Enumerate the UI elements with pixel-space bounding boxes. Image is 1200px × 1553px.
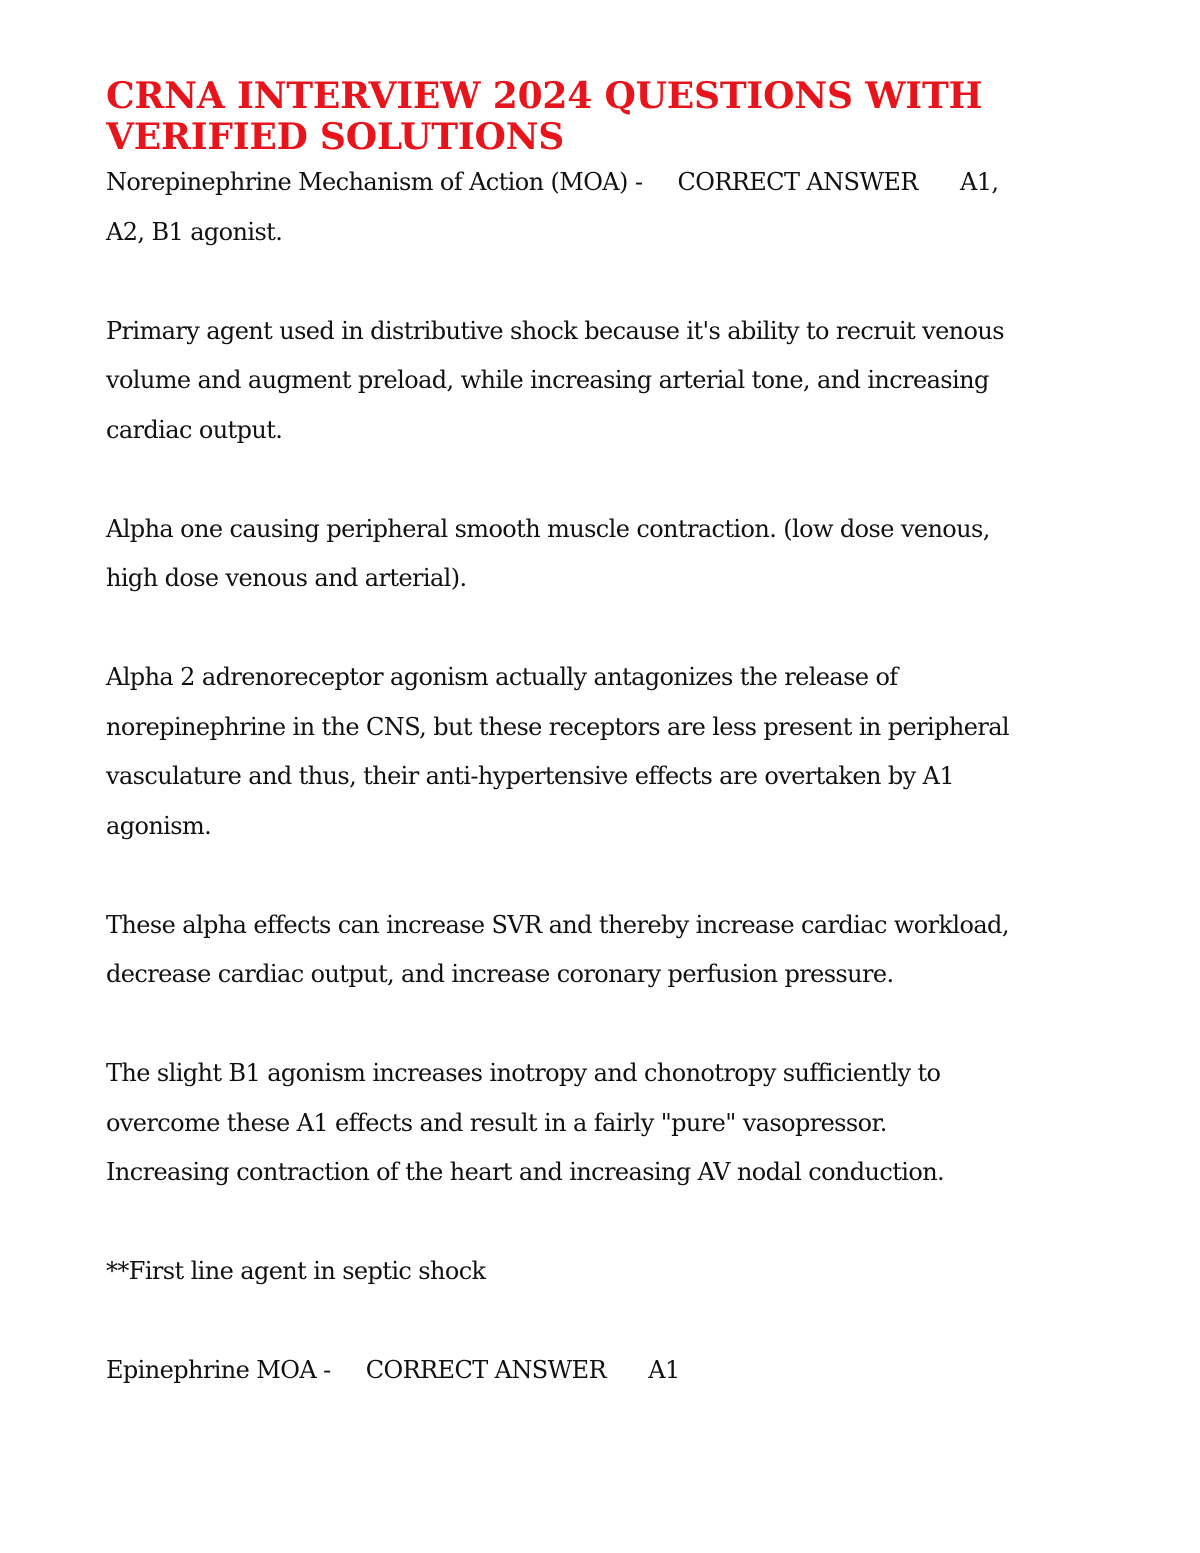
text-line: Increasing contraction of the heart and increasing AV nodal conduction. xyxy=(106,1158,945,1186)
text-line: These alpha effects can increase SVR and thereby increase cardiac workload, xyxy=(106,910,1009,939)
text-line: vasculature and thus, their anti-hypertensive effects are overtaken by A1 xyxy=(106,762,955,790)
text-line: volume and augment preload, while increasing arterial tone, and increasing xyxy=(106,366,989,394)
text-line: Alpha 2 adrenoreceptor agonism actually antagonizes the release of xyxy=(106,663,898,691)
document-body xyxy=(106,76,1106,1396)
paragraph-alpha-one xyxy=(106,505,1106,604)
text-line: high dose venous and arterial). xyxy=(106,564,467,592)
paragraph-gap xyxy=(106,257,1106,307)
text-line: cardiac output. xyxy=(106,415,283,444)
paragraph-alpha-two xyxy=(106,653,1106,851)
text-line: overcome these A1 effects and result in a fairly "pure" vasopressor. xyxy=(106,1108,887,1137)
text-line: Primary agent used in distributive shock because it's ability to recruit venous xyxy=(106,316,1004,345)
title-line: CRNA INTERVIEW 2024 QUESTIONS WITH xyxy=(106,75,983,117)
paragraph-distributive-shock xyxy=(106,307,1106,456)
paragraph-gap xyxy=(106,1297,1106,1347)
document-title xyxy=(106,76,1106,158)
title-line: VERIFIED SOLUTIONS xyxy=(106,116,565,158)
paragraph-gap xyxy=(106,604,1106,654)
text-line: Norepinephrine Mechanism of Action (MOA) - CORRECT ANSWER A1, xyxy=(106,168,999,196)
paragraph-first-line-agent xyxy=(106,1247,1106,1297)
question-epinephrine-moa xyxy=(106,1346,1106,1396)
paragraph-gap xyxy=(106,1000,1106,1050)
paragraph-alpha-effects xyxy=(106,901,1106,1000)
text-line: The slight B1 agonism increases inotropy and chonotropy sufficiently to xyxy=(106,1059,941,1087)
question-norepinephrine-moa xyxy=(106,158,1106,257)
paragraph-b1-agonism xyxy=(106,1049,1106,1198)
text-line: decrease cardiac output, and increase coronary perfusion pressure. xyxy=(106,960,894,988)
text-line: norepinephrine in the CNS, but these receptors are less present in peripheral xyxy=(106,712,1009,741)
paragraph-gap xyxy=(106,1198,1106,1248)
text-line: **First line agent in septic shock xyxy=(106,1257,486,1285)
text-line: agonism. xyxy=(106,811,212,840)
text-line: Alpha one causing peripheral smooth muscle contraction. (low dose venous, xyxy=(106,514,990,543)
paragraph-gap xyxy=(106,851,1106,901)
text-line: Epinephrine MOA - CORRECT ANSWER A1 xyxy=(106,1356,680,1384)
paragraph-gap xyxy=(106,455,1106,505)
text-line: A2, B1 agonist. xyxy=(106,217,283,246)
